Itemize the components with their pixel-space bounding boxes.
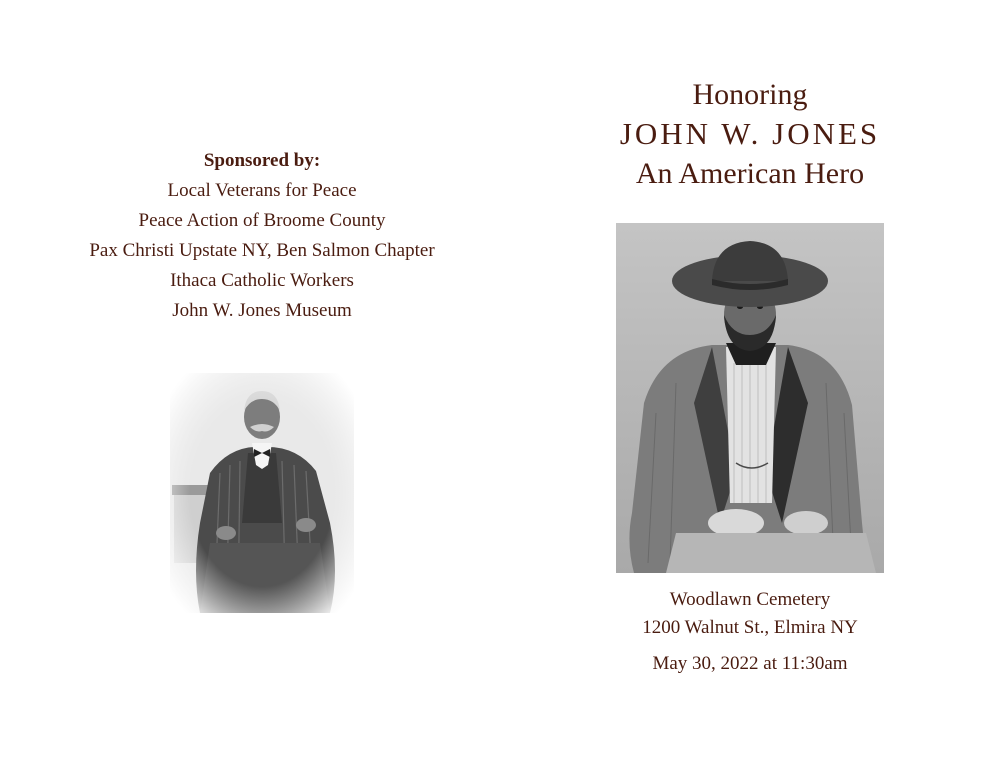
title-name: JOHN W. JONES — [619, 116, 881, 151]
location-name: Woodlawn Cemetery — [669, 589, 831, 610]
location-address: 1200 Walnut St., Elmira NY — [642, 617, 858, 638]
sponsor-item: Pax Christi Upstate NY, Ben Salmon Chapter — [89, 240, 435, 261]
title-honoring: Honoring — [692, 78, 808, 111]
title-block — [500, 76, 1000, 194]
hat-man-photo — [616, 223, 884, 573]
event-details — [500, 586, 1000, 678]
sponsor-heading: Sponsored by: — [203, 150, 321, 171]
sponsor-item: Peace Action of Broome County — [138, 210, 386, 231]
seated-man-photo — [170, 373, 354, 613]
title-panel — [500, 0, 1000, 772]
sponsor-list — [0, 176, 524, 326]
event-datetime: May 30, 2022 at 11:30am — [652, 653, 848, 674]
sponsor-block — [0, 146, 524, 326]
hat-man-photo-image — [616, 223, 884, 573]
sponsor-item: Local Veterans for Peace — [167, 180, 357, 201]
title-subtitle: An American Hero — [635, 157, 865, 190]
sponsor-item: John W. Jones Museum — [172, 300, 352, 321]
seated-man-photo-image — [170, 373, 354, 613]
sponsor-item: Ithaca Catholic Workers — [170, 270, 354, 291]
